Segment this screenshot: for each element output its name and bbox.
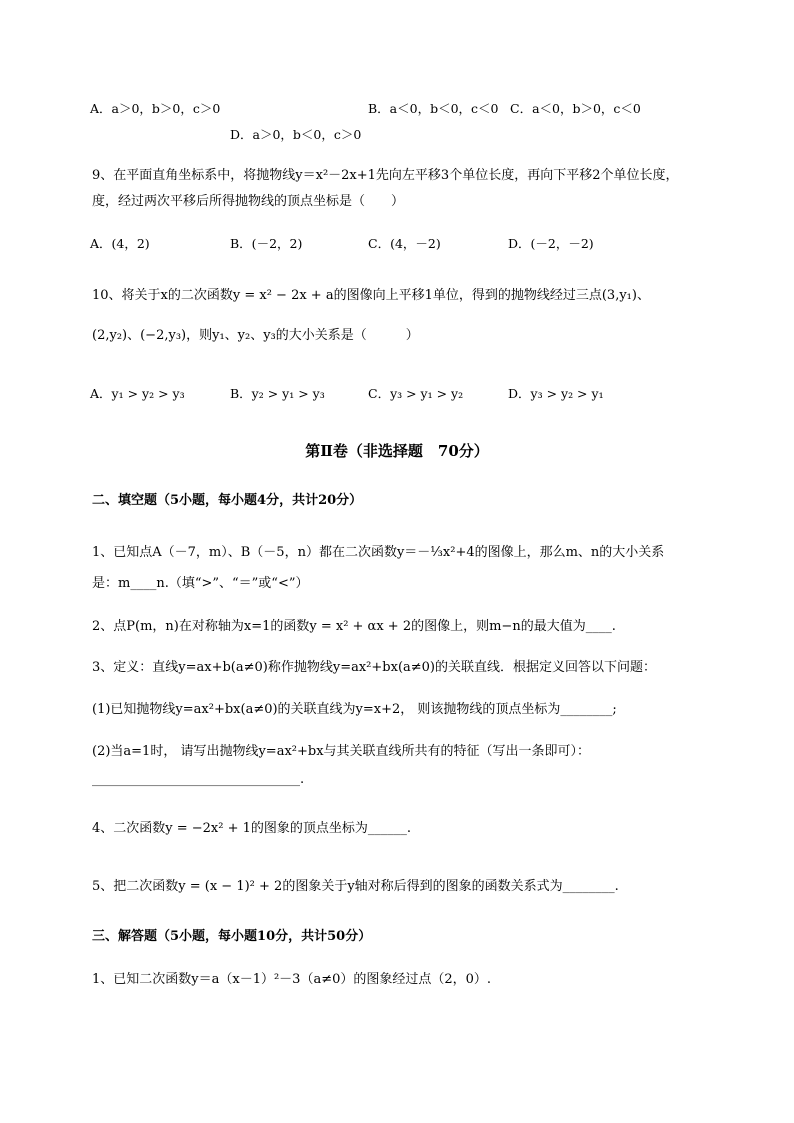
q10-option-b: B．y₂ > y₁ > y₃	[230, 386, 325, 401]
section2-q4: 4、二次函数y = −2x² + 1的图象的顶点坐标为______.	[92, 821, 412, 836]
section2-q5: 5、把二次函数y = (x − 1)² + 2的图象关于y轴对称后得到的图象的函数关系式为________.	[92, 879, 619, 894]
section3-heading: 三、解答题（5小题，每小题10分，共计50分）	[92, 929, 372, 944]
q9-option-a: A．(4，2)	[90, 236, 150, 251]
section2-q1-line1: 1、已知点A（－7，m）、B（－5，n）都在二次函数y＝－⅓x²+4的图像上，那么m、n的大小关系	[92, 545, 665, 560]
q10-option-c: C．y₃ > y₁ > y₂	[368, 386, 464, 401]
section2-q2: 2、点P(m，n)在对称轴为x=1的函数y = x² + αx + 2的图像上，则m−n的最大值为____.	[92, 619, 616, 634]
q10-stem-line2: (2,y₂)、(−2,y₃)，则y₁、y₂、y₃的大小关系是（ ）	[92, 328, 419, 343]
q8-option-c: C．a＜0，b＞0，c＜0	[510, 101, 641, 116]
section3-q1: 1、已知二次函数y＝a（x－1）²－3（a≠0）的图象经过点（2，0）.	[92, 972, 492, 987]
section2-q3-part2: (2)当a=1时， 请写出抛物线y=ax²+bx与其关联直线所共有的特征（写出一条即可）：	[92, 744, 591, 759]
q9-stem-line1: 9、在平面直角坐标系中，将抛物线y＝x²－2x+1先向左平移3个单位长度，再向下平移2个单位长度，	[92, 168, 679, 183]
section2-heading: 二、填空题（5小题，每小题4分，共计20分）	[92, 493, 363, 508]
q9-stem-line2: 度，经过两次平移后所得抛物线的顶点坐标是（ ）	[92, 194, 405, 209]
part2-title: 第Ⅱ卷（非选择题 70分）	[305, 442, 489, 460]
q8-option-a: A．a＞0，b＞0，c＞0	[90, 101, 221, 116]
section2-q3-part1: (1)已知抛物线y=ax²+bx(a≠0)的关联直线为y=x+2， 则该抛物线的顶点坐标为________;	[92, 702, 617, 717]
q9-option-c: C．(4，－2)	[368, 236, 441, 251]
q10-option-d: D．y₃ > y₂ > y₁	[508, 386, 604, 401]
q9-option-d: D．(－2，－2)	[508, 236, 594, 251]
q10-option-a: A．y₁ > y₂ > y₃	[90, 386, 185, 401]
q10-stem-line1: 10、将关于x的二次函数y = x² − 2x + a的图像向上平移1单位，得到的抛物线经过三点(3,y₁)、	[92, 288, 650, 303]
q9-option-b: B．(－2，2)	[230, 236, 303, 251]
q8-option-d: D．a＞0，b＜0，c＞0	[230, 127, 362, 142]
section2-q1-line2: 是：m____n.（填“>”、“＝”或“<”）	[92, 576, 309, 591]
q8-option-b: B．a＜0，b＜0，c＜0	[368, 101, 499, 116]
section2-q3-answer-blank: ________________________________.	[92, 772, 305, 787]
section2-q3: 3、定义：直线y=ax+b(a≠0)称作抛物线y=ax²+bx(a≠0)的关联直线．根据定义回答以下问题：	[92, 660, 656, 675]
